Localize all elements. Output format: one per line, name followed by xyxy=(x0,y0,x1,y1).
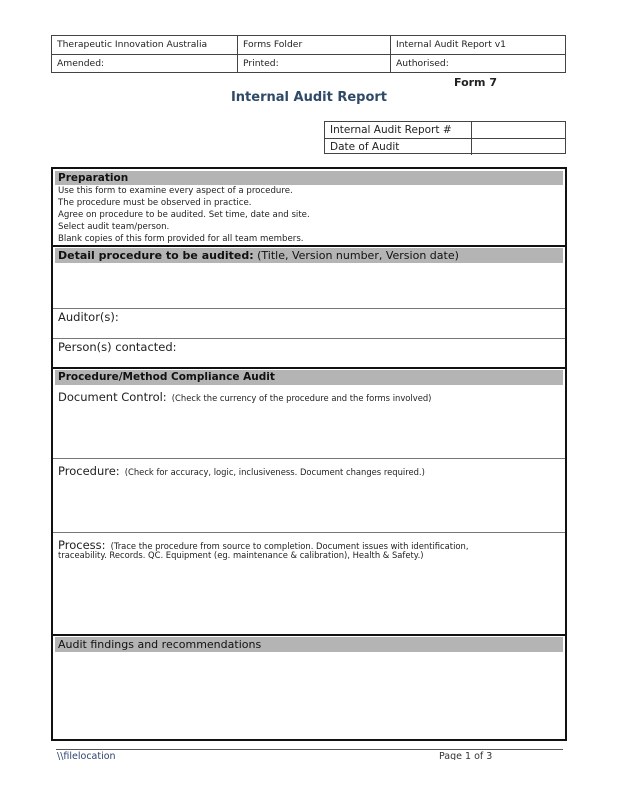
divider xyxy=(53,245,565,247)
detail-procedure-label: Detail procedure to be audited: xyxy=(58,249,254,262)
folder-name: Forms Folder xyxy=(238,36,391,54)
report-number-label: Internal Audit Report # xyxy=(325,122,472,138)
procedure-hint: (Check for accuracy, logic, inclusiveness. Document changes required.) xyxy=(124,467,425,477)
audit-date-field[interactable] xyxy=(472,139,565,155)
document-version: Internal Audit Report v1 xyxy=(396,39,507,50)
form-number: Form 7 xyxy=(454,76,497,89)
document-control-label: Document Control: xyxy=(58,390,167,404)
preparation-line: Select audit team/person. xyxy=(58,222,170,232)
audit-date-label: Date of Audit xyxy=(325,139,472,155)
detail-procedure-field[interactable] xyxy=(55,264,563,306)
auditors-field[interactable] xyxy=(55,310,563,337)
audit-date-row xyxy=(325,138,565,155)
process-hint-line-1: (Trace the procedure from source to completion. Document issues with identification, xyxy=(110,541,469,551)
document-header-table xyxy=(51,35,566,73)
report-number-field[interactable] xyxy=(472,122,565,138)
header-row-1 xyxy=(52,36,565,54)
divider xyxy=(53,367,565,369)
preparation-line: Blank copies of this form provided for all team members. xyxy=(58,234,304,244)
printed-field[interactable]: Printed: xyxy=(238,55,391,73)
process-field[interactable] xyxy=(55,563,563,633)
header-row-2 xyxy=(52,54,565,73)
detail-procedure-heading xyxy=(55,248,563,263)
file-location-link[interactable]: \\filelocation xyxy=(57,751,116,760)
compliance-heading: Procedure/Method Compliance Audit xyxy=(55,370,563,385)
organisation-name: Therapeutic Innovation Australia xyxy=(52,36,238,54)
page-number: Page 1 of 3 xyxy=(439,751,493,760)
divider xyxy=(53,634,565,636)
audit-form xyxy=(51,167,567,741)
procedure-label: Procedure: xyxy=(58,464,120,478)
footer-divider xyxy=(56,749,563,750)
process-hint-line-2: traceability. Records. QC. Equipment (eg. maintenance & calibration), Health & Safety.) xyxy=(58,550,424,560)
preparation-heading: Preparation xyxy=(55,171,563,185)
divider xyxy=(53,308,565,309)
divider xyxy=(53,532,565,533)
process-label: Process: xyxy=(58,538,106,552)
persons-contacted-field[interactable] xyxy=(55,340,563,367)
findings-heading: Audit findings and recommendations xyxy=(55,637,563,652)
preparation-line: The procedure must be observed in practice. xyxy=(58,198,252,208)
authorised-field[interactable]: Authorised: xyxy=(396,58,449,69)
report-number-row xyxy=(325,122,565,138)
preparation-line: Agree on procedure to be audited. Set time, date and site. xyxy=(58,210,310,220)
page-title: Internal Audit Report xyxy=(230,90,388,105)
persons-contacted-label: Person(s) contacted: xyxy=(58,340,177,354)
auditors-label: Auditor(s): xyxy=(58,310,119,324)
findings-field[interactable] xyxy=(55,653,563,738)
amended-field[interactable]: Amended: xyxy=(52,55,238,73)
preparation-line: Use this form to examine every aspect of a procedure. xyxy=(58,186,293,196)
document-control-hint: (Check the currency of the procedure and the forms involved) xyxy=(171,393,432,403)
procedure-field[interactable] xyxy=(55,475,563,531)
detail-procedure-hint: (Title, Version number, Version date) xyxy=(257,249,459,262)
report-id-table xyxy=(324,121,566,154)
document-control-field[interactable] xyxy=(55,401,563,456)
divider xyxy=(53,458,565,459)
divider xyxy=(53,338,565,339)
